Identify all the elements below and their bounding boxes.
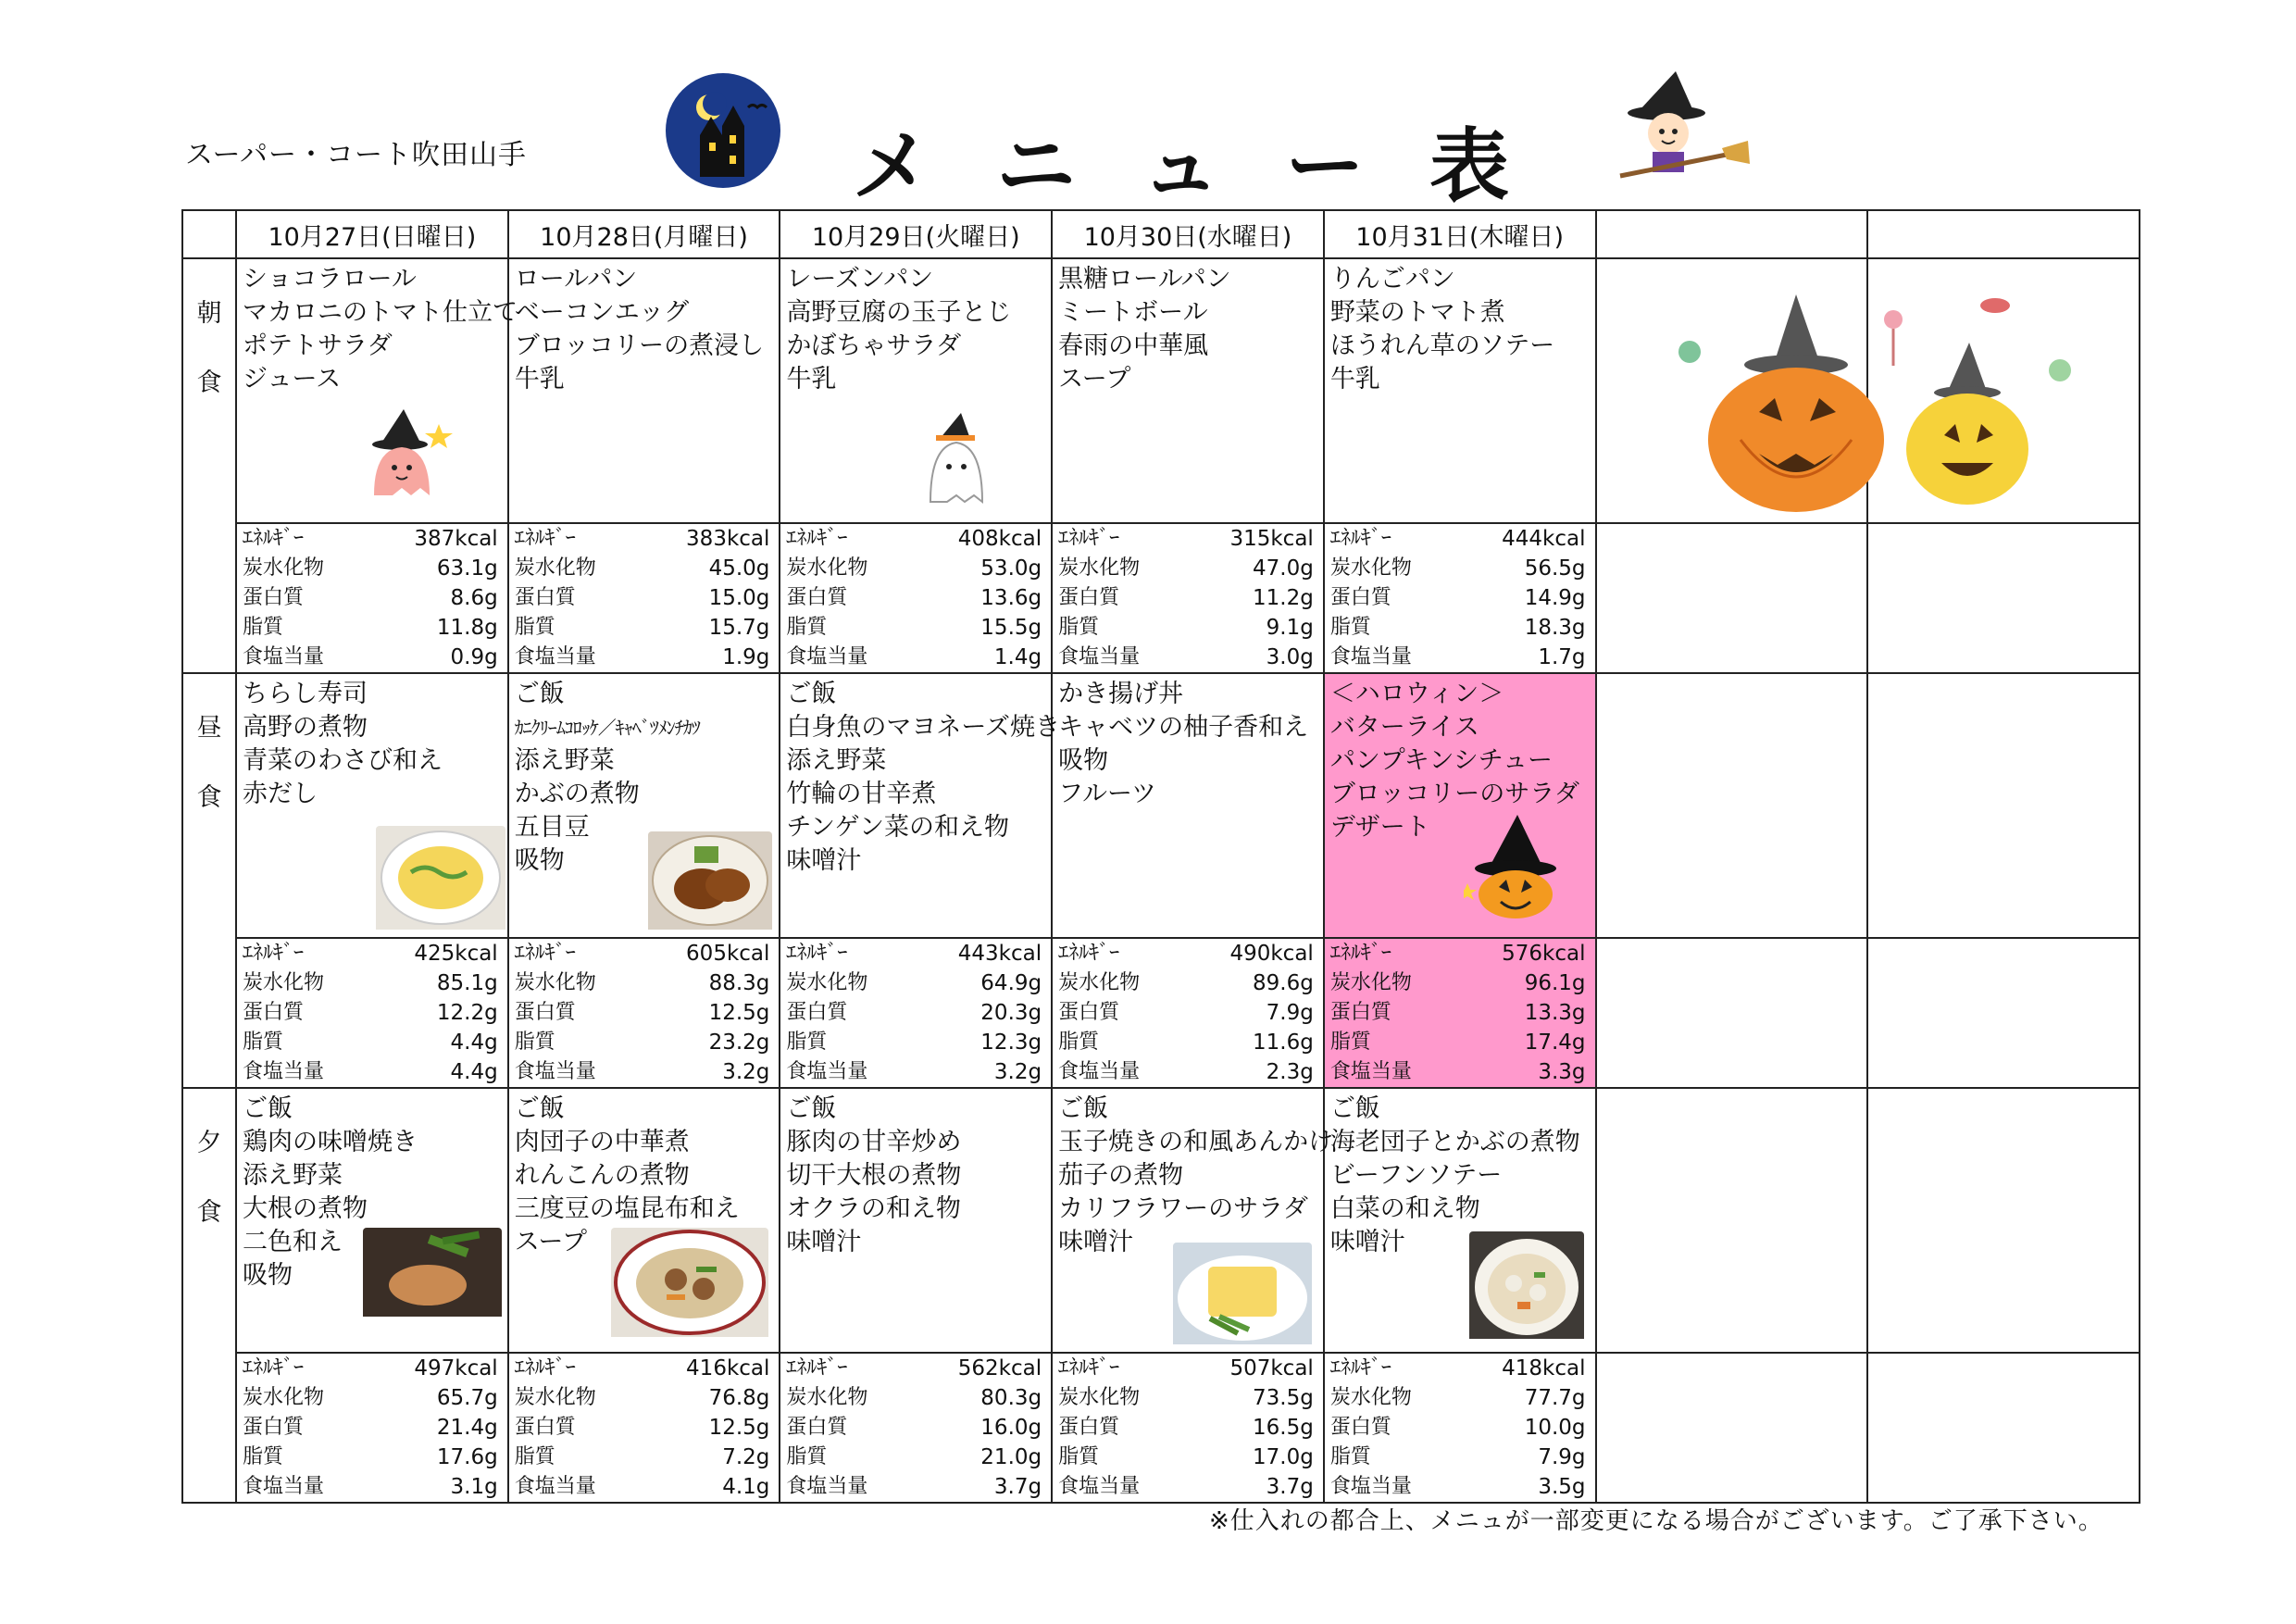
- empty-cell: [1867, 523, 2140, 673]
- date-header: 10月31日(木曜日): [1324, 210, 1596, 258]
- dish-item: 鶏肉の味噌焼き: [243, 1128, 418, 1156]
- dish-item: りんごパン: [1329, 265, 1455, 294]
- croquette-photo: [648, 831, 772, 933]
- dish-item: ほうれん草のソテー: [1329, 331, 1555, 360]
- dish-cell: [508, 258, 780, 523]
- dish-item: 春雨の中華風: [1058, 331, 1209, 360]
- dish-item: ご飯: [1329, 1094, 1380, 1123]
- nutrition-cell: ｴﾈﾙｷﾞｰ 383kcal 炭水化物 45.0g 蛋白質 15.0g 脂質 15.7g 食塩当量 1.9g: [508, 523, 780, 673]
- nutrition-cell: ｴﾈﾙｷﾞｰ 562kcal 炭水化物 80.3g 蛋白質 16.0g 脂質 21.0g 食塩当量 3.7g: [780, 1353, 1052, 1503]
- empty-cell: [1596, 258, 1868, 523]
- haunted-house-icon: [663, 70, 783, 194]
- empty-cell: [1596, 1353, 1868, 1503]
- ghost-witch-icon: [357, 407, 459, 504]
- dish-item: カリフラワーのサラダ: [1058, 1194, 1308, 1223]
- nutrition-cell: ｴﾈﾙｷﾞｰ 490kcal 炭水化物 89.6g 蛋白質 7.9g 脂質 11.6g 食塩当量 2.3g: [1052, 938, 1324, 1088]
- dish-item: フルーツ: [1058, 780, 1156, 808]
- dinner-dish-row: [182, 1088, 2140, 1353]
- date-header: 10月29日(火曜日): [780, 210, 1052, 258]
- dish-item: キャベツの柚子香和え: [1058, 713, 1309, 742]
- dish-item: かぶの煮物: [514, 780, 640, 808]
- nutrition-cell: ｴﾈﾙｷﾞｰ 444kcal 炭水化物 56.5g 蛋白質 14.9g 脂質 18.3g 食塩当量 1.7g: [1324, 523, 1596, 673]
- dish-item: 牛乳: [514, 365, 565, 394]
- dish-item: マカロニのトマト仕立て: [243, 298, 518, 327]
- dish-item: ブロッコリーの煮浸し: [514, 331, 765, 360]
- dish-cell: [236, 258, 518, 523]
- dish-item: ご飯: [243, 1094, 293, 1123]
- empty-cell: [1596, 673, 1868, 938]
- dish-item: 添え野菜: [786, 746, 887, 775]
- empty-cell: [1867, 1088, 2140, 1353]
- witch-on-broom-icon: [1611, 67, 1750, 191]
- dish-item: 玉子焼きの和風あんかけ: [1058, 1128, 1334, 1156]
- pumpkin-witch-hat-icon: [1464, 813, 1566, 923]
- dish-item: 二色和え: [243, 1228, 343, 1256]
- nutrition-cell: ｴﾈﾙｷﾞｰ 387kcal 炭水化物 63.1g 蛋白質 8.6g 脂質 11.8g 食塩当量 0.9g: [236, 523, 508, 673]
- breakfast-nutrition-row: [182, 523, 2140, 673]
- dish-item: デザート: [1329, 813, 1430, 842]
- dish-item: 赤だし: [243, 780, 318, 808]
- nutrition-cell: ｴﾈﾙｷﾞｰ 315kcal 炭水化物 47.0g 蛋白質 11.2g 脂質 9.1g 食塩当量 3.0g: [1052, 523, 1324, 673]
- dish-item: 高野豆腐の玉子とじ: [786, 298, 1012, 327]
- dish-item: ご飯: [786, 1094, 837, 1123]
- meal-label-breakfast: 朝 食: [182, 258, 236, 673]
- facility-name: スーパー・コート吹田山手: [185, 139, 527, 171]
- empty-cell: [1867, 258, 2140, 523]
- date-header-row: [182, 210, 2140, 258]
- dish-cell: [1052, 1088, 1334, 1353]
- dish-item: 竹輪の甘辛煮: [786, 780, 937, 808]
- page-title: メ ニ ュ ー 表: [852, 120, 1509, 213]
- dish-item: ご飯: [1058, 1094, 1109, 1123]
- dish-item: パンプキンシチュー: [1329, 746, 1553, 775]
- nutrition-cell: ｴﾈﾙｷﾞｰ 408kcal 炭水化物 53.0g 蛋白質 13.6g 脂質 15.5g 食塩当量 1.4g: [780, 523, 1052, 673]
- dish-item: 五目豆: [514, 813, 590, 842]
- dish-cell: [1324, 258, 1596, 523]
- meal-label-lunch: 昼 食: [182, 673, 236, 1088]
- empty-cell: [1596, 523, 1868, 673]
- dish-item: 味噌汁: [1058, 1228, 1134, 1256]
- dish-item: スープ: [1058, 365, 1131, 394]
- dinner-nutrition-row: [182, 1353, 2140, 1503]
- dish-item: スープ: [514, 1228, 588, 1256]
- dish-item: 吸物: [1058, 746, 1109, 775]
- nutrition-cell: ｴﾈﾙｷﾞｰ 605kcal 炭水化物 88.3g 蛋白質 12.5g 脂質 23.2g 食塩当量 3.2g: [508, 938, 780, 1088]
- chirashi-photo: [376, 826, 505, 933]
- corner-cell: [182, 210, 236, 258]
- nutrition-cell: ｴﾈﾙｷﾞｰ 443kcal 炭水化物 64.9g 蛋白質 20.3g 脂質 12.3g 食塩当量 3.2g: [780, 938, 1052, 1088]
- breakfast-dish-row: [182, 258, 2140, 523]
- date-header: 10月28日(月曜日): [508, 210, 780, 258]
- dish-cell: [508, 1088, 780, 1353]
- dish-item: かき揚げ丼: [1058, 680, 1184, 708]
- dish-item: 味噌汁: [1329, 1228, 1405, 1256]
- dish-item: オクラの和え物: [786, 1194, 961, 1223]
- dish-item: 添え野菜: [514, 746, 615, 775]
- dish-item: 味噌汁: [786, 846, 862, 875]
- dish-item: ご飯: [786, 680, 837, 708]
- dish-item: 青菜のわさび和え: [243, 746, 443, 775]
- dish-item: 大根の煮物: [243, 1194, 368, 1223]
- dish-cell-highlight: [1324, 673, 1596, 938]
- dish-item: ショコラロール: [243, 265, 417, 294]
- empty-date-header: [1867, 210, 2140, 258]
- dish-item: ベーコンエッグ: [514, 298, 690, 327]
- footnote: ※仕入れの都合上、メニュが一部変更になる場合がございます。ご了承下さい。: [1209, 1507, 2103, 1535]
- dish-item: かぼちゃサラダ: [786, 331, 962, 360]
- menu-table: [181, 209, 2140, 1504]
- dish-item: ブロッコリーのサラダ: [1329, 780, 1580, 808]
- dish-item: 牛乳: [786, 365, 837, 394]
- nutrition-cell: ｴﾈﾙｷﾞｰ 507kcal 炭水化物 73.5g 蛋白質 16.5g 脂質 17.0g 食塩当量 3.7g: [1052, 1353, 1324, 1503]
- dish-item: 吸物: [243, 1261, 293, 1290]
- nutrition-cell: ｴﾈﾙｷﾞｰ 497kcal 炭水化物 65.7g 蛋白質 21.4g 脂質 17.6g 食塩当量 3.1g: [236, 1353, 508, 1503]
- dish-item: 白菜の和え物: [1329, 1194, 1480, 1223]
- dish-item: ＜ハロウィン＞: [1329, 680, 1504, 708]
- dish-item: ご飯: [514, 680, 565, 708]
- dish-item: ご飯: [514, 1094, 565, 1123]
- empty-cell: [1596, 938, 1868, 1088]
- dish-item: 牛乳: [1329, 365, 1380, 394]
- dish-cell: [780, 1088, 1052, 1353]
- dish-item: 茄子の煮物: [1058, 1161, 1184, 1190]
- dish-item: 高野の煮物: [243, 713, 368, 742]
- dish-cell: [236, 1088, 508, 1353]
- dish-cell: [1052, 258, 1324, 523]
- dish-item: ジュース: [243, 365, 342, 394]
- dish-item: 味噌汁: [786, 1228, 862, 1256]
- dish-item: 三度豆の塩昆布和え: [514, 1194, 740, 1223]
- dish-cell: [780, 258, 1052, 523]
- empty-cell: [1867, 1353, 2140, 1503]
- dish-item: 白身魚のマヨネーズ焼き: [786, 713, 1061, 742]
- shrimp-dumpling-photo: [1469, 1231, 1584, 1343]
- dish-item: れんこんの煮物: [514, 1161, 690, 1190]
- dish-item: 肉団子の中華煮: [514, 1128, 690, 1156]
- dish-item: ちらし寿司: [243, 680, 368, 708]
- empty-date-header: [1596, 210, 1868, 258]
- dish-item: ロールパン: [514, 265, 638, 294]
- lunch-nutrition-row: [182, 938, 2140, 1088]
- dish-cell: [236, 673, 508, 938]
- dish-cell: [508, 673, 780, 938]
- dish-item: 黒糖ロールパン: [1058, 265, 1231, 294]
- meatball-photo: [611, 1228, 768, 1341]
- dish-item: レーズンパン: [786, 265, 934, 294]
- dish-cell: [1052, 673, 1324, 938]
- dish-item: ｶﾆｸﾘｰﾑｺﾛｯｹ／ｷｬﾍﾞﾂﾒﾝﾁｶﾂ: [514, 717, 700, 739]
- dish-item: バターライス: [1329, 713, 1479, 742]
- nutrition-cell-highlight: ｴﾈﾙｷﾞｰ 576kcal 炭水化物 96.1g 蛋白質 13.3g 脂質 17.4g 食塩当量 3.3g: [1324, 938, 1596, 1088]
- nutrition-cell: ｴﾈﾙｷﾞｰ 425kcal 炭水化物 85.1g 蛋白質 12.2g 脂質 4.4g 食塩当量 4.4g: [236, 938, 508, 1088]
- date-header: 10月30日(水曜日): [1052, 210, 1324, 258]
- meal-label-dinner: 夕 食: [182, 1088, 236, 1503]
- empty-cell: [1596, 1088, 1868, 1353]
- dish-item: 豚肉の甘辛炒め: [786, 1128, 962, 1156]
- dish-item: 切干大根の煮物: [786, 1161, 962, 1190]
- dish-item: 吸物: [514, 846, 565, 875]
- dish-item: 添え野菜: [243, 1161, 343, 1190]
- chicken-miso-photo: [363, 1228, 502, 1320]
- nutrition-cell: ｴﾈﾙｷﾞｰ 418kcal 炭水化物 77.7g 蛋白質 10.0g 脂質 7.9g 食塩当量 3.5g: [1324, 1353, 1596, 1503]
- dish-item: ミートボール: [1058, 298, 1208, 327]
- dish-item: 海老団子とかぶの煮物: [1329, 1128, 1580, 1156]
- lunch-dish-row: [182, 673, 2140, 938]
- ghost-hat-icon: [919, 413, 993, 509]
- empty-cell: [1867, 673, 2140, 938]
- dish-item: ポテトサラダ: [243, 331, 393, 360]
- dish-item: チンゲン菜の和え物: [786, 813, 1009, 842]
- dish-item: ビーフンソテー: [1329, 1161, 1503, 1190]
- dish-cell: [780, 673, 1061, 938]
- dish-cell: [1324, 1088, 1596, 1353]
- dish-item: 野菜のトマト煮: [1329, 298, 1505, 327]
- nutrition-cell: ｴﾈﾙｷﾞｰ 416kcal 炭水化物 76.8g 蛋白質 12.5g 脂質 7.2g 食塩当量 4.1g: [508, 1353, 780, 1503]
- empty-cell: [1867, 938, 2140, 1088]
- omelette-photo: [1173, 1243, 1312, 1348]
- date-header: 10月27日(日曜日): [236, 210, 508, 258]
